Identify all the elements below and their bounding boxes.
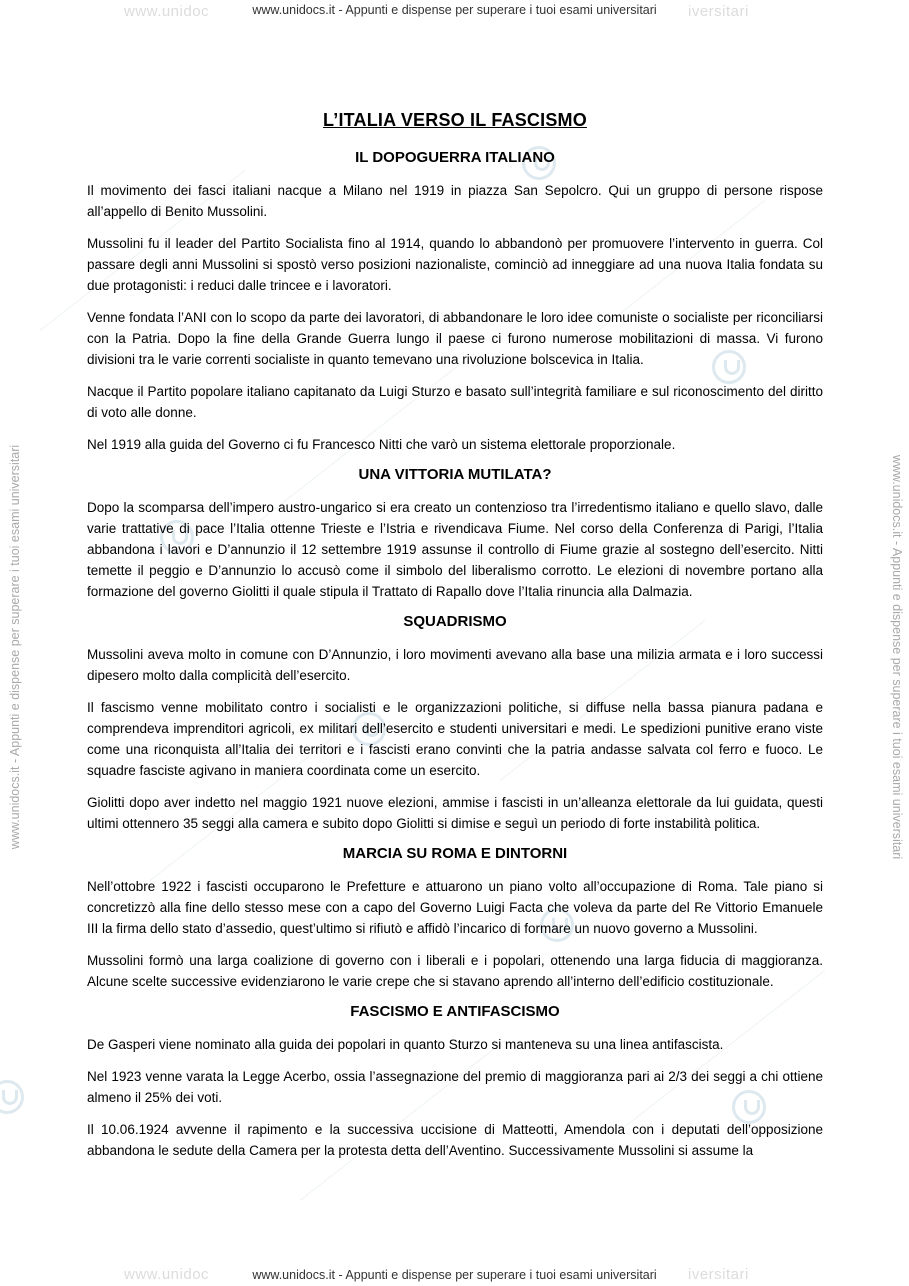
paragraph: Il 10.06.1924 avvenne il rapimento e la successiva uccisione di Matteotti, Amendola con i deputati dell’opposizione abbandona le sedute della Camera per la protesta detta dell’Aventino. Successivamente Mussolini si assume la [87,1122,823,1158]
section-heading: SQUADRISMO [403,613,507,630]
section-vittoria-mutilata [87,466,823,602]
right-side-watermark: www.unidocs.it - Appunti e dispense per superare i tuoi esami universitari [890,454,904,860]
paragraph: Venne fondata l’ANI con lo scopo da parte dei lavoratori, di abbandonare le loro idee comuniste o socialiste per riconciliarsi con la Patria. Dopo la fine della Grande Guerra lungo il paese ci furono numerose mobilitazioni di massa. Vi furono divisioni tra le varie correnti socialiste in quanto temevano una rivoluzione bolscevica in Italia. [87,310,823,367]
paragraph: Il movimento dei fasci italiani nacque a Milano nel 1919 in piazza San Sepolcro. Qui un gruppo di persone rispose all’appello di Benito Mussolini. [87,183,823,219]
paragraph: De Gasperi viene nominato alla guida dei popolari in quanto Sturzo si manteneva su una linea antifascista. [87,1037,724,1052]
ghost-watermark-right: iversitari [688,1266,749,1283]
ghost-watermark-left: www.unidoc [124,3,210,20]
paragraph: Giolitti dopo aver indetto nel maggio 1921 nuove elezioni, ammise i fascisti in un’alleanza elettorale da lui guidata, questi ultimi ottennero 35 seggi alla camera e subito dopo Giolitti si dimise e seguì un periodo di forte instabilità politica. [87,795,823,831]
paragraph: Nacque il Partito popolare italiano capitanato da Luigi Sturzo e basato sull’integrità familiare e sul riconoscimento del diritto di voto alle donne. [87,384,823,420]
paragraph: Dopo la scomparsa dell’impero austro-ungarico si era creato un contenzioso tra l’irredentismo italiano e quello slavo, dalle varie trattative di pace l’Italia ottenne Trieste e l’Istria e rivendicava Fiume. Nel corso della Conferenza di Parigi, l’Italia abbandona i lavori e D’annunzio il 12 settembre 1919 assunse il controllo di Fiume grazie al sostegno dell’esercito. Nitti temette il peggio e D’annunzio lo accusò come il simbolo del liberalismo corrotto. Le elezioni di novembre portano alla formazione del governo Giolitti il quale stipula il Trattato di Rapallo dove l’Italia rinuncia alla Dalmazia. [87,500,823,599]
footer-watermark: www.unidocs.it - Appunti e dispense per superare i tuoi esami universitari [252,1268,657,1282]
paragraph: Mussolini fu il leader del Partito Socialista fino al 1914, quando lo abbandonò per promuovere l’intervento in guerra. Col passare degli anni Mussolini si spostò verso posizioni nazionaliste, cominciò ad inneggiare ad una nuova Italia fondata su due protagonisti: i reduci dalle trincee e i lavoratori. [87,236,823,293]
ghost-watermark-left: www.unidoc [124,1266,210,1283]
section-heading: IL DOPOGUERRA ITALIANO [355,149,555,166]
document-title: L’ITALIA VERSO IL FASCISMO [323,110,587,130]
section-heading: UNA VITTORIA MUTILATA? [358,466,552,483]
paragraph: Nel 1923 venne varata la Legge Acerbo, ossia l’assegnazione del premio di maggioranza pari ai 2/3 dei seggi a chi ottiene almeno il 25% dei voti. [87,1069,823,1105]
document-body [87,110,823,1172]
paragraph: Mussolini aveva molto in comune con D’Annunzio, i loro movimenti avevano alla base una milizia armata e i loro successi dipesero molto dalla complicità dell’esercito. [87,647,823,683]
left-side-watermark: www.unidocs.it - Appunti e dispense per superare i tuoi esami universitari [8,444,22,850]
unidocs-logo-icon [0,1080,24,1114]
header-watermark: www.unidocs.it - Appunti e dispense per superare i tuoi esami universitari [252,3,657,17]
section-marcia-su-roma [87,845,823,992]
section-squadrismo [87,613,823,834]
section-fascismo-antifascismo [87,1003,823,1161]
section-dopoguerra [87,149,823,455]
paragraph: Nel 1919 alla guida del Governo ci fu Francesco Nitti che varò un sistema elettorale proporzionale. [87,437,676,452]
paragraph: Il fascismo venne mobilitato contro i socialisti e le organizzazioni politiche, si diffuse nella bassa pianura padana e comprendeva imprenditori agricoli, ex militari dell’esercito e studenti universitari e medi. Le spedizioni punitive erano viste come una riconquista all’Italia dei territori e i fascisti erano convinti che la patria andasse salvata col ferro e fuoco. Le squadre fasciste agivano in maniera coordinata come un esercito. [87,700,823,778]
section-heading: FASCISMO E ANTIFASCISMO [350,1003,560,1020]
paragraph: Mussolini formò una larga coalizione di governo con i liberali e i popolari, ottenendo una larga fiducia di maggioranza. Alcune scelte successive evidenziarono le varie crepe che si stavano aprendo all’interno dell’edificio costituzionale. [87,953,823,989]
paragraph: Nell’ottobre 1922 i fascisti occuparono le Prefetture e attuarono un piano volto all’occupazione di Roma. Tale piano si concretizzò alla fine dello stesso mese con a capo del Governo Luigi Facta che voleva da parte del Re Vittorio Emanuele III la firma dello stato d’assedio, quest’ultimo si rifiutò e affidò l’incarico di formare un nuovo governo a Mussolini. [87,879,823,936]
ghost-watermark-right: iversitari [688,3,749,20]
section-heading: MARCIA SU ROMA E DINTORNI [342,845,568,862]
